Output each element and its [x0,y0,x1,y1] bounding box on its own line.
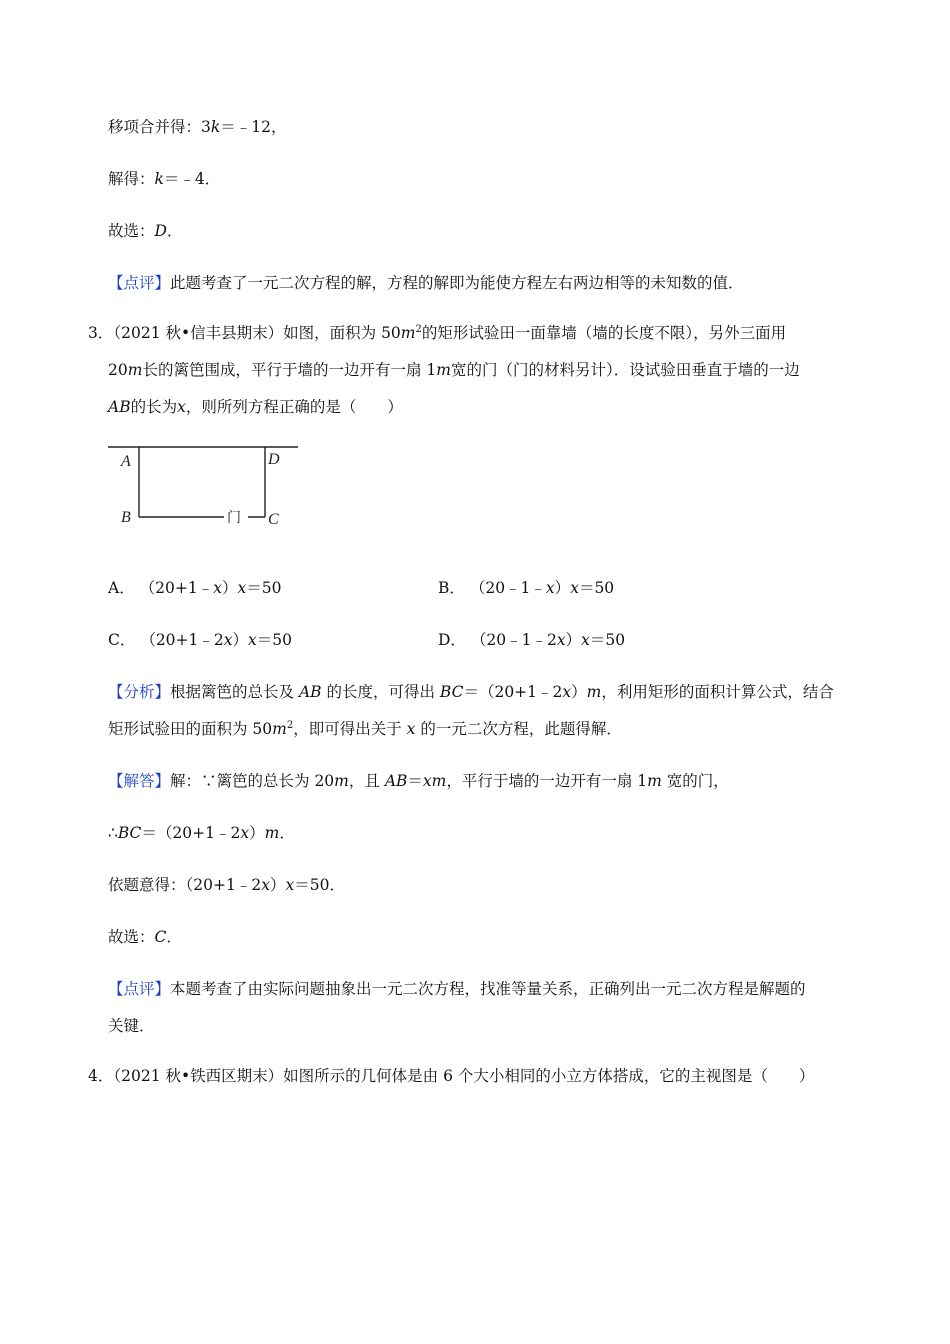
q4-line: 4．（2021 秋•铁西区期末）如图所示的几何体是由 6 个大小相同的小立方体搭成，它的主视图是（ ） [88,1067,815,1085]
option-a[interactable]: A． （20+1﹣x）x＝50 [108,579,282,597]
prev-line-1: 移项合并得：3k＝﹣12， [108,118,287,136]
label-b: B [121,509,131,526]
rectangle-field-figure [100,440,310,535]
analysis-line-1: 【分析】根据篱笆的总长及 AB 的长度，可得出 BC＝（20+1﹣2x）m，利用矩形的面积计算公式，结合 [108,683,834,701]
prev-comment: 【点评】此题考查了一元二次方程的解，方程的解即为能使方程左右两边相等的未知数的值． [108,274,744,292]
question-number: 3． [88,324,114,342]
answer-line-2: ∴BC＝（20+1﹣2x）m． [108,824,295,842]
q3-comment-line-1: 【点评】本题考查了由实际问题抽象出一元二次方程，找准等量关系，正确列出一元二次方程是解题的 [108,980,806,998]
analysis-tag: 【分析】 [108,683,171,701]
analysis-line-2: 矩形试验田的面积为 $50m^2$，即可得出关于 x 的一元二次方程，此题得解． [108,720,622,738]
answer-tag: 【解答】 [108,772,171,790]
answer-line-4: 故选：C． [108,928,182,946]
option-c[interactable]: C． （20+1﹣2x）x＝50 [108,631,292,649]
q3-line-2: 20m长的篱笆围成，平行于墙的一边开有一扇 1m宽的门（门的材料另计）．设试验田垂直于墙的一边 [108,361,800,379]
q3-comment-line-2: 关键． [108,1017,155,1035]
label-a: A [121,453,131,470]
comment-tag: 【点评】 [108,980,171,998]
question-number: 4． [88,1067,114,1085]
option-b[interactable]: B． （20﹣1﹣x）x＝50 [438,579,615,597]
label-c: C [268,511,279,528]
prev-line-2: 解得：k＝﹣4． [108,170,221,188]
option-d[interactable]: D． （20﹣1﹣2x）x＝50 [438,631,626,649]
door-label: 门 [227,511,241,526]
answer-line-3: 依题意得：（20+1﹣2x）x＝50． [108,876,345,894]
label-d: D [268,451,280,468]
q3-line-3: AB的长为x，则所列方程正确的是（ ） [108,398,403,416]
q3-line-1: 3．（2021 秋•信丰县期末）如图，面积为 $50m^2$的矩形试验田一面靠墙（墙的长度不限），另外三面用 [88,324,787,342]
answer-line-1: 【解答】解：∵篱笆的总长为 20m，且 AB＝xm，平行于墙的一边开有一扇 1m 宽的门， [108,772,729,790]
comment-tag: 【点评】 [108,274,171,292]
prev-line-3: 故选：D． [108,222,183,240]
